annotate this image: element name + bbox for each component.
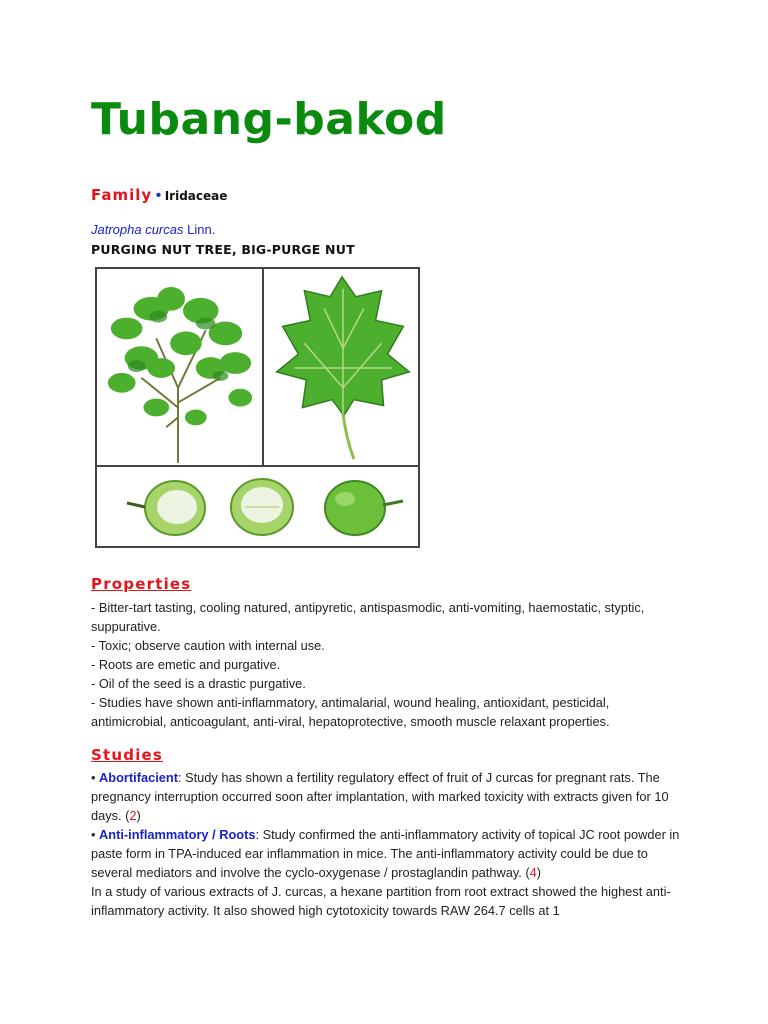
family-bullet: • (155, 187, 162, 204)
properties-heading: Properties (91, 575, 192, 593)
citation-close: ) (136, 808, 141, 823)
study-item (91, 768, 691, 825)
study-text: : Study confirmed the anti-inflammatory activity of topical JC root powder in paste form in TPA-induced ear inflammation in mice. The anti-inflammatory activity could be due to several mediators and involve the cyclo-oxygenase / prostaglandin pathway. ( (91, 827, 680, 880)
study-keyword-link[interactable]: Abortifacient (99, 770, 178, 785)
plant-photo-grid (95, 267, 420, 548)
study-item (91, 825, 691, 920)
properties-item: - Toxic; observe caution with internal use. (91, 638, 325, 653)
family-value: Iridaceae (164, 189, 228, 203)
properties-item: - Studies have shown anti-inflammatory, antimalarial, wound healing, antioxidant, pesticidal, antimicrobial, anticoagulant, anti-viral, hepatoprotective, smooth muscle relaxant properties. (91, 695, 610, 729)
tree-photo (97, 269, 264, 467)
family-label: Family (91, 186, 153, 204)
author: Linn. (187, 222, 216, 237)
study-bullet: • (91, 827, 96, 842)
study-continuation: In a study of various extracts of J. curcas, a hexane partition from root extract showed the highest anti-inflammatory activity. It also showed high cytotoxicity towards RAW 264.7 cells at 1 (91, 884, 671, 918)
study-bullet: • (91, 770, 96, 785)
study-keyword-link[interactable]: Anti-inflammatory / Roots (99, 827, 256, 842)
study-text: : Study has shown a fertility regulatory effect of fruit of J curcas for pregnant rats. The pregnancy interruption occurred soon after implantation, with marked toxicity with extracts given for 10 days. ( (91, 770, 669, 823)
common-names: PURGING NUT TREE, BIG-PURGE NUT (91, 242, 355, 257)
properties-item: - Oil of the seed is a drastic purgative. (91, 676, 306, 691)
fruit-illustration (97, 467, 418, 546)
properties-item: - Bitter-tart tasting, cooling natured, antipyretic, antispasmodic, anti-vomiting, haemostatic, styptic, suppurative. (91, 600, 645, 634)
citation-close: ) (536, 865, 542, 880)
leaf-illustration (264, 269, 418, 465)
properties-list (91, 598, 681, 731)
studies-heading: Studies (91, 746, 164, 764)
citation-link[interactable]: 2 (129, 808, 137, 823)
studies-list (91, 768, 691, 920)
page-title: Tubang-bakod (91, 94, 447, 145)
leaf-photo (264, 269, 418, 467)
genus-species: Jatropha curcas (91, 222, 184, 237)
fruit-photo (97, 467, 418, 546)
scientific-name (91, 222, 215, 237)
citation-link[interactable]: 4 (529, 865, 537, 880)
family-line (91, 186, 227, 205)
properties-item: - Roots are emetic and purgative. (91, 657, 281, 672)
tree-illustration (97, 269, 262, 465)
